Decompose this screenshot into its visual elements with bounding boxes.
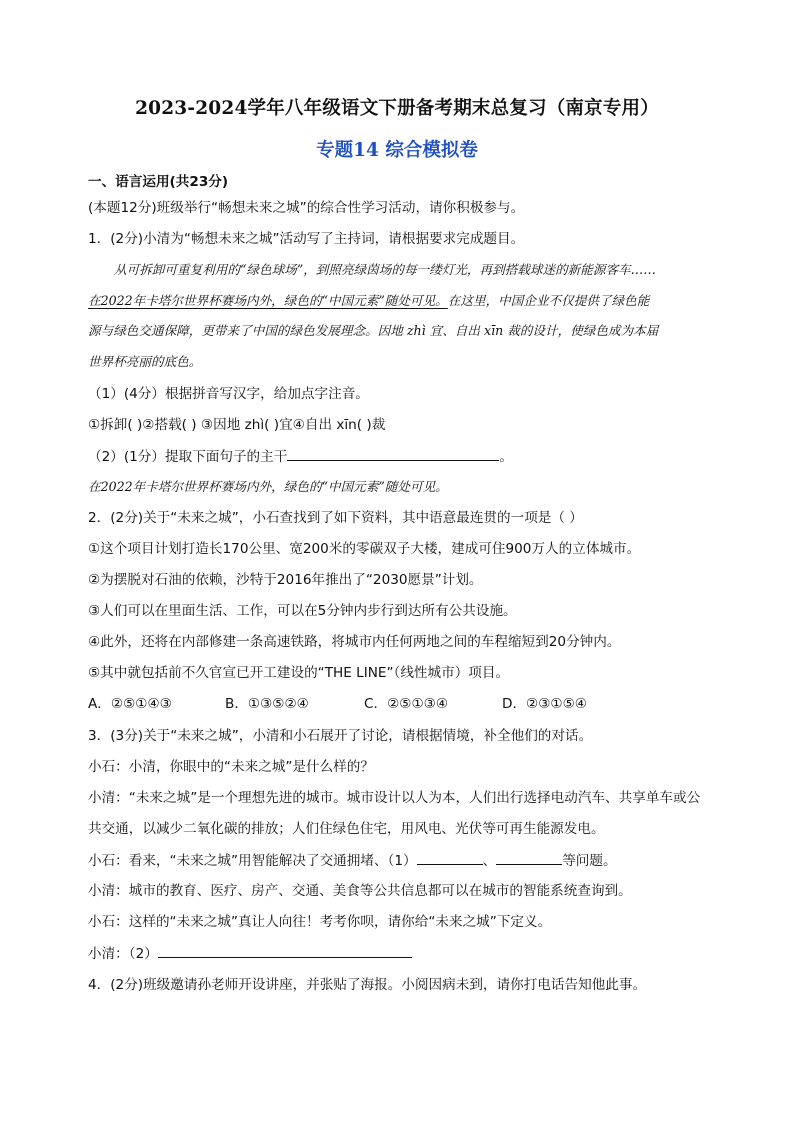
q3-dialog-3 <box>88 850 728 871</box>
q3-answer-blank-1a[interactable] <box>417 850 483 865</box>
q3-answer-blank-2[interactable] <box>158 943 412 958</box>
q1-sub2-end: 。 <box>499 449 513 465</box>
q3-dialog-4: 小清：城市的教育、医疗、房产、交通、美食等公共信息都可以在城市的智能系统查询到。 <box>88 883 632 899</box>
q1-passage-line-4: 世界杯亮丽的底色。 <box>88 354 202 369</box>
q2-option-b[interactable]: B．①③⑤②④ <box>225 696 309 712</box>
section-heading: 一、语言运用(共23分) <box>88 174 229 190</box>
q1-sub2-row <box>88 446 728 467</box>
q1-stem: 1．(2分)小清为“畅想未来之城”活动写了主持词，请根据要求完成题目。 <box>88 231 525 247</box>
q3-dialog-3-pre: 小石：看来，“未来之城”用智能解决了交通拥堵、（1） <box>88 853 417 869</box>
q1-sub2-answer-blank[interactable] <box>287 446 499 461</box>
q3-dialog-6 <box>88 943 728 964</box>
q1-sub2-label: （2）(1分）提取下面句子的主干 <box>88 449 288 465</box>
q3-dialog-6-pre: 小清：（2） <box>88 946 158 962</box>
q2-stem: 2．(2分)关于“未来之城”，小石查找到了如下资料，其中语意最连贯的一项是（ ） <box>88 510 583 526</box>
q1-passage-line-2-rest: 在这里，中国企业不仅提供了绿色能 <box>447 293 650 308</box>
section-intro: (本题12分)班级举行“畅想未来之城”的综合性学习活动，请你积极参与。 <box>88 200 525 216</box>
q2-item-4: ④此外，还将在内部修建一条高速铁路，将城市内任何两地之间的车程缩短到20分钟内。 <box>88 634 621 650</box>
q3-dialog-2a: 小清：“未来之城”是一个理想先进的城市。城市设计以人为本，人们出行选择电动汽车、共享单车或公 <box>88 790 701 806</box>
q2-item-3: ③人们可以在里面生活、工作，可以在5分钟内步行到达所有公共设施。 <box>88 603 517 619</box>
q1-sub2-sentence: 在2022年卡塔尔世界杯赛场内外，绿色的“中国元素”随处可见。 <box>88 479 448 494</box>
q1-sub1-label: （1）(4分）根据拼音写汉字，给加点字注音。 <box>88 386 369 402</box>
q2-item-2: ②为摆脱对石油的依赖，沙特于2016年推出了“2030愿景”计划。 <box>88 572 483 588</box>
q3-dialog-3-post: 等问题。 <box>562 853 617 869</box>
q3-dialog-2b: 共交通，以减少二氧化碳的排放；人们住绿色住宅，用风电、光伏等可再生能源发电。 <box>88 821 605 837</box>
q1-underlined-sentence: 在2022年卡塔尔世界杯赛场内外，绿色的“中国元素”随处可见。 <box>88 293 448 308</box>
q2-option-c[interactable]: C．②⑤①③④ <box>364 696 449 712</box>
q3-answer-blank-1b[interactable] <box>496 850 562 865</box>
q2-item-5: ⑤其中就包括前不久官宣已开工建设的“THE LINE”（线性城市）项目。 <box>88 665 510 681</box>
q3-dialog-5: 小石：这样的“未来之城”真让人向往！考考你呗，请你给“未来之城”下定义。 <box>88 914 552 930</box>
q1-sub1-items: ①拆卸( )②搭载( ) ③因地 zhì( )宜④自出 xīn( )裁 <box>88 417 386 433</box>
q3-dialog-1: 小石：小清，你眼中的“未来之城”是什么样的？ <box>88 759 374 775</box>
page-subtitle: 专题14 综合模拟卷 <box>316 140 478 161</box>
q1-passage-line-3: 源与绿色交通保障，更带来了中国的绿色发展理念。因地 zhì 宜、自出 xīn 裁的设计，使绿色成为本届 <box>88 323 659 338</box>
q4-stem: 4．(2分)班级邀请孙老师开设讲座，并张贴了海报。小阅因病未到，请你打电话告知他此事。 <box>88 977 647 993</box>
q2-option-a[interactable]: A．②⑤①④③ <box>88 696 172 712</box>
q2-item-1: ①这个项目计划打造长170公里、宽200米的零碳双子大楼，建成可住900万人的立体城市。 <box>88 541 641 557</box>
q1-passage-line-2 <box>88 291 728 311</box>
q3-stem: 3．(3分)关于“未来之城”，小清和小石展开了讨论，请根据情境，补全他们的对话。 <box>88 728 593 744</box>
q3-dialog-3-sep: 、 <box>482 853 497 869</box>
q1-passage-line-1: 从可拆卸可重复利用的“绿色球场”，到照亮绿茵场的每一缕灯光，再到搭载球迷的新能源客车…… <box>114 262 656 277</box>
q2-option-d[interactable]: D．②③①⑤④ <box>502 696 587 712</box>
page-title: 2023-2024学年八年级语文下册备考期末总复习（南京专用） <box>135 98 659 119</box>
